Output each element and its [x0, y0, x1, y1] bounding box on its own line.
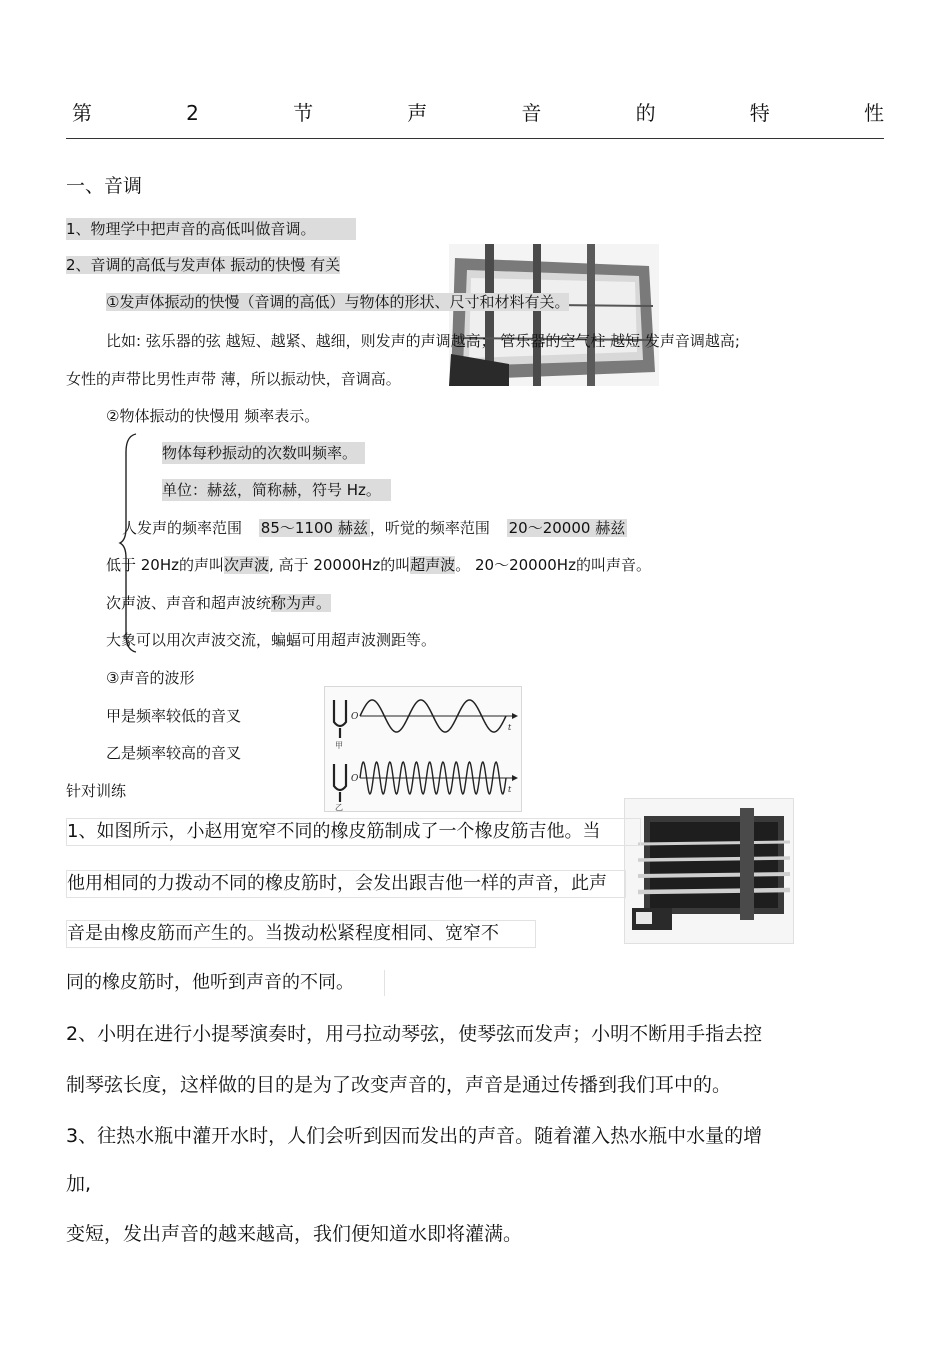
highlighted-text: 超声波 — [410, 556, 456, 574]
highlighted-text: 称为声。 — [271, 594, 332, 612]
wave-label-jia: 甲 — [335, 741, 343, 750]
title-divider — [66, 138, 884, 139]
text-line — [122, 517, 627, 539]
curly-brace — [118, 432, 140, 654]
text-line — [106, 554, 651, 576]
text-line: 1、物理学中把声音的高低叫做音调。 — [66, 218, 356, 240]
text-fragment: 。 20～20000Hz的叫声音。 — [455, 556, 651, 574]
text-line: 甲是频率较低的音叉 — [106, 707, 242, 725]
text-fragment: 低于 20Hz的声叫 — [106, 556, 225, 574]
title-char: 性 — [863, 101, 884, 125]
text-line: ②物体振动的快慢用 频率表示。 — [106, 407, 320, 425]
waveform-figure — [324, 686, 522, 812]
text-line: 大象可以用次声波交流，蝙蝠可用超声波测距等。 — [106, 631, 437, 649]
highlighted-text: 85～1100 赫兹 — [260, 519, 368, 537]
page-title — [72, 100, 884, 126]
text-line: 单位：赫兹，简称赫，符号 Hz。 — [162, 479, 391, 501]
question-1-line: 他用相同的力拨动不同的橡皮筋时，会发出跟吉他一样的声音，此声 — [66, 870, 626, 898]
string-frame-photo — [449, 244, 659, 386]
question-3-line: 3、往热水瓶中灌开水时，人们会听到因而发出的声音。随着灌入热水瓶中水量的增 — [66, 1125, 763, 1147]
question-1-line: 同的橡皮筋时，他听到声音的不同。 — [66, 970, 385, 996]
axis-origin: O — [351, 774, 359, 784]
text-line: 乙是频率较高的音叉 — [106, 744, 242, 762]
axis-origin: O — [351, 712, 359, 722]
title-char: 2 — [186, 101, 199, 125]
title-char: 节 — [293, 101, 314, 125]
title-char: 声 — [407, 101, 428, 125]
question-3-line: 变短，发出声音的越来越高，我们便知道水即将灌满。 — [66, 1223, 523, 1245]
text-line: 物体每秒振动的次数叫频率。 — [162, 442, 365, 464]
highlighted-text: 2、音调的高低与发声体 振动的快慢 有关 — [66, 256, 341, 274]
highlighted-text: 20～20000 赫兹 — [508, 519, 626, 537]
text-line: 女性的声带比男性声带 薄，所以振动快，音调高。 — [66, 370, 401, 388]
question-3-line: 加, — [66, 1173, 92, 1195]
section-heading: 针对训练 — [66, 782, 127, 800]
text-line — [66, 254, 340, 276]
text-line — [106, 592, 331, 614]
text-line: ③声音的波形 — [106, 669, 195, 687]
text-fragment: , 高于 20000Hz的叫 — [269, 556, 411, 574]
question-1-line: 1、如图所示，小赵用宽窄不同的橡皮筋制成了一个橡皮筋吉他。当 — [66, 818, 641, 846]
question-2-line: 制琴弦长度，这样做的目的是为了改变声音的，声音是通过传播到我们耳中的。 — [66, 1074, 732, 1096]
text-fragment: 人发声的频率范围 — [122, 519, 243, 537]
title-char: 的 — [635, 101, 656, 125]
axis-t: t — [508, 723, 512, 732]
title-char: 音 — [521, 101, 542, 125]
section-heading: 一、音调 — [66, 175, 143, 197]
wave-label-yi: 乙 — [335, 803, 343, 812]
question-1-line: 音是由橡皮筋而产生的。当拨动松紧程度相同、宽窄不 — [66, 920, 536, 948]
question-2-line: 2、小明在进行小提琴演奏时，用弓拉动琴弦，使琴弦而发声；小明不断用手指去控 — [66, 1023, 763, 1045]
axis-t: t — [508, 785, 512, 794]
text-fragment: ，听觉的频率范围 — [369, 519, 490, 537]
text-line: 比如: 弦乐器的弦 越短、越紧、越细，则发声的声调越高； 管乐器的空气柱 越短 发声音调越高; — [106, 332, 740, 350]
title-char: 特 — [749, 101, 770, 125]
text-line — [106, 291, 569, 313]
text-fragment: 次声波、声音和超声波统 — [106, 594, 272, 612]
highlighted-text: 次声波 — [224, 556, 270, 574]
rubber-band-guitar-photo — [624, 798, 794, 944]
title-char: 第 — [72, 101, 92, 125]
highlighted-text: ①发声体振动的快慢（音调的高低）与物体的形状、尺寸和材料有关。 — [106, 293, 570, 311]
